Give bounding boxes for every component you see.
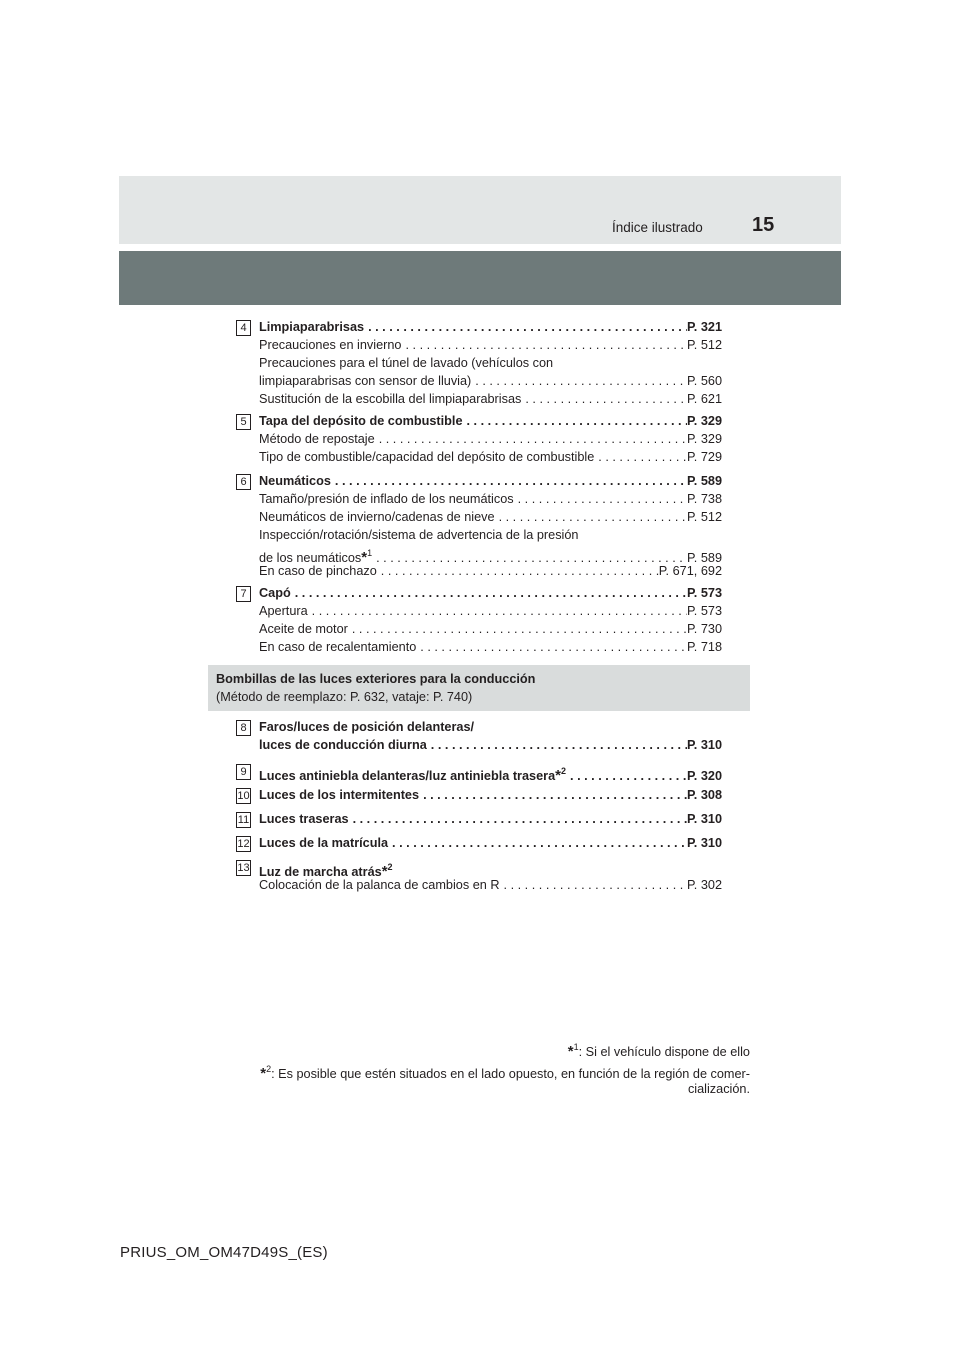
header-dark-band [119,251,841,305]
page-reference[interactable]: P. 321 [686,320,722,334]
entry-row[interactable] [259,602,722,620]
entry-row[interactable] [259,318,722,336]
dot-leader [521,390,687,408]
page-reference[interactable]: P. 589 [686,551,722,565]
page-reference[interactable]: P. 560 [686,374,722,388]
page-reference[interactable]: P. 738 [686,492,722,506]
entry-row[interactable] [259,448,722,466]
entry-label: Neumáticos de invierno/cadenas de nieve [259,510,495,524]
item-number-badge: 12 [237,838,250,850]
footnote-ref: 2 [387,862,393,872]
index-entry [259,762,722,784]
footnote-2-text-line2: cialización. [687,1082,750,1096]
page-reference[interactable]: P. 729 [686,450,722,464]
entry-text: Faros/luces de posición delanteras/ [259,720,475,734]
dot-leader [566,767,687,785]
item-number-badge: 13 [237,862,250,874]
page-reference[interactable]: P. 310 [686,738,722,752]
entry-row[interactable] [259,430,722,448]
entry-text-line [259,354,722,372]
dot-leader [594,448,687,466]
index-entry [259,412,722,466]
entry-row[interactable] [259,390,722,408]
footnote-2-text-line1: : Es posible que estén situados en el lado opuesto, en función de la región de comer- [271,1067,750,1081]
page-reference[interactable]: P. 573 [686,604,722,618]
dot-leader [419,786,687,804]
footnote-ref: 2 [561,766,567,776]
entry-row[interactable] [259,810,722,828]
dot-leader [331,472,687,490]
dot-leader [375,430,687,448]
entry-label: Luces antiniebla delanteras/luz antiniebla trasera*$^2$ [259,766,567,784]
page-reference[interactable]: P. 671, 692 [658,564,722,578]
item-number-badge: 6 [236,474,251,490]
entry-row[interactable] [259,762,722,784]
document-code: PRIUS_OM_OM47D49S_(ES) [120,1244,328,1261]
dot-leader [401,336,686,354]
dot-leader [388,834,687,852]
item-number-badge: 7 [236,586,251,602]
dot-leader [291,584,687,602]
index-entry [259,584,722,656]
entry-label: luces de conducción diurna [259,738,427,752]
footnote-ref: 1 [367,548,373,558]
page-reference[interactable]: P. 512 [686,510,722,524]
entry-label: Capó [259,586,291,600]
dot-leader [427,736,687,754]
page-reference[interactable]: P. 730 [686,622,722,636]
entry-label: Luces traseras [259,812,349,826]
entry-label: Tamaño/presión de inflado de los neumáticos [259,492,514,506]
section-header-title: Índice ilustrado [612,220,703,235]
item-number-badge: 5 [236,414,251,430]
dot-leader [364,318,687,336]
entry-label: Tapa del depósito de combustible [259,414,463,428]
item-number-badge: 8 [236,720,251,736]
entry-text-line [259,858,722,880]
entry-text: Luz de marcha atrás [259,865,382,879]
entry-row[interactable] [259,336,722,354]
entry-text: Inspección/rotación/sistema de advertencia de la presión [259,528,579,542]
footnote-1-mark: 1 [573,1042,579,1052]
entry-label: Luces de los intermitentes [259,788,420,802]
index-entry [259,718,722,754]
index-entry [259,810,722,828]
page-reference[interactable]: P. 573 [686,586,722,600]
dot-leader [514,490,687,508]
entry-row[interactable] [259,562,722,580]
page-reference[interactable]: P. 621 [686,392,722,406]
footnote-1: *$^1$: Si el vehículo dispone de ello [567,1042,750,1060]
page-reference[interactable]: P. 329 [686,432,722,446]
index-entry [259,858,722,894]
dot-leader [495,508,687,526]
dot-leader [471,372,687,390]
entry-label: En caso de recalentamiento [259,640,417,654]
entry-row[interactable] [259,472,722,490]
entry-row[interactable] [259,876,722,894]
asterisk-mark: * [361,549,368,566]
page-reference[interactable]: P. 329 [686,414,722,428]
entry-row[interactable] [259,786,722,804]
entry-label: Aceite de motor [259,622,348,636]
entry-text-line [259,718,722,736]
footnote-2: *$^2$: Es posible que estén situados en el lado opuesto, en función de la región de comer- cialización. [190,1064,750,1096]
entry-label: En caso de pinchazo [259,564,377,578]
entry-row[interactable] [259,508,722,526]
entry-row[interactable] [259,638,722,656]
item-number-badge: 4 [236,320,251,336]
entry-text: Precauciones para el túnel de lavado (vehículos con [259,356,554,370]
footnote-2-mark: 2 [266,1064,272,1074]
entry-row[interactable] [259,834,722,852]
entry-row[interactable] [259,544,722,566]
entry-label: Método de repostaje [259,432,375,446]
dot-leader [500,876,687,894]
asterisk-mark: * [381,863,388,880]
entry-label: Neumáticos [259,474,331,488]
asterisk-mark: * [555,767,561,784]
entry-label: Colocación de la palanca de cambios en R [259,878,500,892]
section-title: Bombillas de las luces exteriores para la conducción [216,672,536,686]
item-number-badge: 11 [237,814,250,826]
dot-leader [416,638,687,656]
page-reference[interactable]: P. 320 [686,769,722,783]
dot-leader [349,810,687,828]
page-reference[interactable]: P. 310 [686,812,722,826]
entry-row[interactable] [259,490,722,508]
index-entry [259,318,722,408]
entry-row[interactable] [259,620,722,638]
entry-row[interactable] [259,584,722,602]
entry-row[interactable] [259,736,722,754]
entry-row[interactable] [259,372,722,390]
item-number-badge: 10 [237,790,250,802]
footnote-1-text: : Si el vehículo dispone de ello [578,1045,750,1059]
page-reference[interactable]: P. 302 [686,878,722,892]
header-band [119,176,841,244]
entry-label: Sustitución de la escobilla del limpiaparabrisas [259,392,522,406]
page-reference[interactable]: P. 310 [686,836,722,850]
entry-label: limpiaparabrisas con sensor de lluvia) [259,374,472,388]
entry-row[interactable] [259,412,722,430]
entry-text-line [259,526,722,544]
dot-leader [348,620,687,638]
page-reference[interactable]: P. 512 [686,338,722,352]
entry-label: Precauciones en invierno [259,338,402,352]
entry-label: Luces de la matrícula [259,836,389,850]
index-entry [259,786,722,804]
page-reference[interactable]: P. 589 [686,474,722,488]
page-reference[interactable]: P. 718 [686,640,722,654]
dot-leader [463,412,687,430]
entry-label: Tipo de combustible/capacidad del depósito de combustible [259,450,595,464]
index-entry [259,472,722,580]
entry-label: Limpiaparabrisas [259,320,365,334]
entry-label: Apertura [259,604,308,618]
entry-label: de los neumáticos*$^1$ [259,548,373,566]
page-number: 15 [752,214,775,236]
item-number-badge: 9 [236,764,251,780]
page-reference[interactable]: P. 308 [686,788,722,802]
dot-leader [308,602,687,620]
section-subtitle: (Método de reemplazo: P. 632, vataje: P. 740) [216,690,473,704]
index-entry [259,834,722,852]
dot-leader [377,562,659,580]
